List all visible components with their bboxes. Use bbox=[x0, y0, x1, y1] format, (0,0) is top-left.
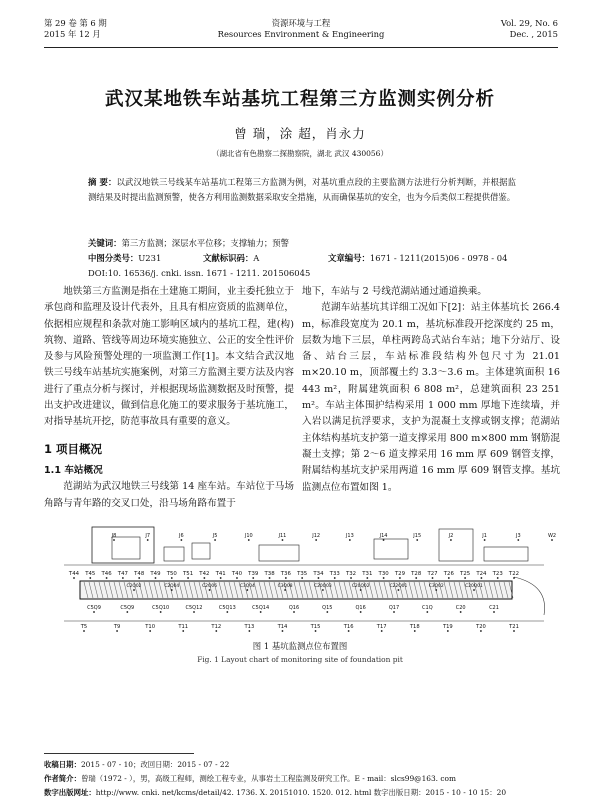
doc-label: 文献标识码： bbox=[203, 253, 254, 263]
building-label: J10 bbox=[244, 533, 253, 539]
bottom-t-label: T14 bbox=[277, 624, 288, 630]
building-label: J2 bbox=[448, 533, 454, 539]
bottom-t-label-marker bbox=[182, 630, 184, 632]
top-point-label: T49 bbox=[150, 571, 161, 577]
header-journal-en: Resources Environment & Engineering bbox=[217, 29, 385, 39]
doi-row bbox=[88, 266, 516, 281]
bottom-point-label-marker bbox=[126, 611, 128, 613]
conditions-paragraph: 范湖车站基坑其详细工况如下[2]：站主体基坑长 266.4 m，标准段宽度为 20.1 m，基坑标准段开挖深度约 25 m，层数为地下三层，单柱两跨岛式站台车站；地下分站厅、设备、站台三层，车站标准段结构外包尺寸为 21.01 m×20.10 m，顶部覆土约 3.3～3.6 m。主体建筑面积 16 443 m²，附属建筑面积 6 808 m²，总建筑面积 23 251 m²。车站主体围护结构采用 1 000 mm 厚地下连续墙，并入岩以满足抗浮要求，支护为混凝土支撑或钢支撑；范湖站主体结构基坑支护第一道支撑采用 800 m×800 mm 钢筋混凝土支撑；第 2～6 道支撑采用 16 mm 厚 609 钢管支撑，附属结构基坑支护采用两道 16 mm 厚 609 钢管支撑。基坑监测点位布置如图 1。 bbox=[302, 302, 560, 493]
top-point-label: T30 bbox=[378, 571, 389, 577]
top-point-label: T22 bbox=[508, 571, 520, 577]
header-journal bbox=[44, 18, 558, 40]
bottom-point-label-marker bbox=[160, 611, 162, 613]
author-bio-label: 作者简介： bbox=[44, 774, 81, 783]
bottom-t-label-marker bbox=[447, 630, 449, 632]
publication-value: http://www. cnki. net/kcms/detail/42. 1736. X. 20151010. 1520. 012. html 数字出版日期：2015 - 10 - 10 15：20 bbox=[95, 788, 507, 797]
building-label: J12 bbox=[312, 533, 321, 539]
bottom-t-label: T16 bbox=[343, 624, 354, 630]
top-point-label-marker bbox=[464, 577, 466, 579]
bottom-t-label-marker bbox=[248, 630, 250, 632]
top-point-label-marker bbox=[497, 577, 499, 579]
building-label-marker bbox=[551, 539, 553, 541]
bottom-t-label: T20 bbox=[476, 624, 486, 630]
bottom-point-label-marker bbox=[93, 611, 95, 613]
bottom-t-label: T18 bbox=[409, 624, 420, 630]
top-point-label: T41 bbox=[215, 571, 226, 577]
paper-title: 武汉某地铁车站基坑工程第三方监测实例分析 bbox=[104, 89, 495, 110]
mid-point-label: C2Q02 bbox=[126, 584, 142, 589]
top-point-label-marker bbox=[334, 577, 336, 579]
top-point-label: T24 bbox=[476, 571, 487, 577]
bottom-t-label-marker bbox=[480, 630, 482, 632]
top-point-label: T35 bbox=[297, 571, 308, 577]
top-point-label: T38 bbox=[264, 571, 275, 577]
mid-point-label-marker bbox=[398, 589, 400, 591]
header-vol-en bbox=[501, 18, 558, 40]
mid-point-label-marker bbox=[360, 589, 362, 591]
keywords-text: 第三方监测；深层水平位移；支撑轴力；预警 bbox=[121, 238, 289, 248]
header-date-cn: 2015 年 12 月 bbox=[44, 29, 101, 39]
top-point-label: T29 bbox=[394, 571, 406, 577]
received-row bbox=[44, 758, 560, 772]
building-label-marker bbox=[214, 539, 216, 541]
top-point-label-marker bbox=[106, 577, 108, 579]
building-label-marker bbox=[282, 539, 284, 541]
clc-label: 中图分类号： bbox=[88, 253, 139, 263]
bottom-point-label-marker bbox=[493, 611, 495, 613]
mid-point-label: C20Q02 bbox=[351, 584, 370, 589]
header-volume-issue: 第 29 卷 第 6 期 bbox=[44, 18, 107, 28]
top-point-label: T46 bbox=[101, 571, 112, 577]
top-point-label-marker bbox=[138, 577, 140, 579]
building-label-marker bbox=[248, 539, 250, 541]
building-label-marker bbox=[517, 539, 519, 541]
mid-point-label: C3Q02 bbox=[428, 584, 444, 589]
bottom-t-label: T10 bbox=[145, 624, 156, 630]
bottom-t-label-marker bbox=[414, 630, 416, 632]
bottom-point-label-marker bbox=[360, 611, 362, 613]
bottom-t-label: T5 bbox=[80, 624, 88, 630]
building-label-marker bbox=[416, 539, 418, 541]
mid-point-label: C2Q06 bbox=[202, 584, 218, 589]
top-point-label-marker bbox=[318, 577, 320, 579]
received-value: 2015 - 07 - 10；改回日期：2015 - 07 - 22 bbox=[80, 760, 230, 769]
top-point-label-marker bbox=[366, 577, 368, 579]
top-point-label: T27 bbox=[427, 571, 438, 577]
building-label-marker bbox=[113, 539, 115, 541]
bottom-t-label-marker bbox=[149, 630, 151, 632]
bottom-point-label: C5Q9 bbox=[87, 605, 101, 611]
mid-point-label: C3Q04 bbox=[239, 584, 255, 589]
doi-value: DOI:10. 16536/j. cnki. issn. 1671 - 1211. 201506045 bbox=[88, 268, 311, 278]
top-point-label-marker bbox=[220, 577, 222, 579]
building-label-marker bbox=[147, 539, 149, 541]
building-label: J11 bbox=[278, 533, 287, 539]
mid-point-label-marker bbox=[435, 589, 437, 591]
bottom-t-label: T17 bbox=[376, 624, 387, 630]
bottom-t-label-marker bbox=[215, 630, 217, 632]
mid-point-label: C3Q08 bbox=[277, 584, 293, 589]
building-label: J1 bbox=[482, 533, 487, 539]
top-point-label: T31 bbox=[362, 571, 373, 577]
top-point-label-marker bbox=[415, 577, 417, 579]
mid-point-label: C22Q01 bbox=[389, 584, 408, 589]
bottom-point-label: Q16 bbox=[288, 605, 300, 611]
header-rule bbox=[44, 47, 558, 48]
bottom-t-label: T15 bbox=[310, 624, 321, 630]
abstract-label: 摘 要： bbox=[88, 177, 117, 187]
top-point-label-marker bbox=[155, 577, 157, 579]
building-label: W2 bbox=[547, 533, 557, 539]
right-column bbox=[302, 284, 560, 496]
top-point-label: T39 bbox=[248, 571, 259, 577]
building-label-marker bbox=[180, 539, 182, 541]
article-label: 文章编号： bbox=[328, 253, 370, 263]
mid-point-label-marker bbox=[246, 589, 248, 591]
top-point-label-marker bbox=[285, 577, 287, 579]
bottom-point-label-marker bbox=[326, 611, 328, 613]
keywords-label: 关键词： bbox=[88, 238, 122, 248]
top-point-label: T42 bbox=[199, 571, 210, 577]
footnote bbox=[44, 758, 560, 800]
top-point-label: T45 bbox=[85, 571, 96, 577]
received-label: 收稿日期： bbox=[44, 760, 81, 769]
header-journal-cn: 资源环境与工程 bbox=[271, 18, 331, 28]
top-point-label-marker bbox=[252, 577, 254, 579]
bottom-point-label: C5Q9 bbox=[120, 605, 135, 611]
section-1-1-heading: 1.1 车站概况 bbox=[44, 464, 103, 476]
footnote-rule bbox=[44, 753, 194, 754]
continuation-paragraph: 地下，车站与 2 号线范湖站通过通道换乘。 bbox=[302, 286, 487, 297]
bottom-t-label-marker bbox=[282, 630, 284, 632]
bottom-t-label-marker bbox=[348, 630, 350, 632]
bottom-point-label: Q17 bbox=[388, 605, 400, 611]
bottom-point-label-marker bbox=[393, 611, 395, 613]
figure-caption-en: Fig. 1 Layout chart of monitoring site of foundation pit bbox=[197, 655, 403, 664]
abstract bbox=[88, 175, 516, 205]
top-point-label-marker bbox=[383, 577, 385, 579]
bottom-point-label: C1Q bbox=[422, 605, 433, 611]
top-point-label: T36 bbox=[280, 571, 291, 577]
bottom-t-label-marker bbox=[513, 630, 515, 632]
figure-caption: 图 1 基坑监测点位布置图 bbox=[252, 641, 348, 651]
mid-point-label: C20Q03 bbox=[314, 584, 332, 589]
top-point-label: T28 bbox=[411, 571, 422, 577]
bottom-point-label: C5Q14 bbox=[252, 605, 270, 611]
mid-point-label-marker bbox=[322, 589, 324, 591]
bottom-t-label-marker bbox=[83, 630, 85, 632]
intro-paragraph: 地铁第三方监测是指在土建施工期间，业主委托独立于承包商和监理及设计代表外，且具有相应资质的监测单位，依据相应规程和条款对施工影响区域内的基坑工程，建(构)筑物、道路、管线等周边环境实施独立、公正的安全性评价及参与风险预警处理的一项监测工作[1]。本文结合武汉地铁三号线车站基坑实施案例，对第三方监测主要方法及内容进行了重点分析与探讨，并根据现场监测数据及时预警，提出支护改进建议，做到信息化施工的要求服务于基坑施工，对指导基坑开挖，防范事故具有重要的意义。 bbox=[44, 286, 294, 428]
building-label-marker bbox=[383, 539, 385, 541]
building-label: J15 bbox=[413, 533, 422, 539]
building-label: J6 bbox=[179, 533, 184, 539]
building-outline bbox=[374, 539, 408, 559]
top-point-label: T40 bbox=[231, 571, 243, 577]
building-outline bbox=[164, 547, 184, 561]
mid-point-label-marker bbox=[473, 589, 475, 591]
top-point-label-marker bbox=[122, 577, 124, 579]
paper-affiliation: （湖北省有色勘察二探勘察院，湖北 武汉 430056） bbox=[212, 149, 388, 158]
bottom-point-label-marker bbox=[460, 611, 462, 613]
top-point-label: T48 bbox=[134, 571, 145, 577]
publication-label: 数字出版网址： bbox=[44, 788, 96, 797]
bottom-point-label-marker bbox=[226, 611, 228, 613]
section-1-heading: 1 项目概况 bbox=[44, 441, 103, 456]
top-point-label-marker bbox=[203, 577, 205, 579]
bottom-t-label: T9 bbox=[113, 624, 121, 630]
bottom-point-label-marker bbox=[293, 611, 295, 613]
doc-value: A bbox=[253, 253, 260, 263]
paper-authors: 曾 瑞，涂 超，肖永力 bbox=[234, 126, 366, 141]
mid-point-label-marker bbox=[133, 589, 135, 591]
top-point-label: T26 bbox=[443, 571, 454, 577]
top-point-label: T23 bbox=[492, 571, 503, 577]
bottom-t-label-marker bbox=[381, 630, 383, 632]
bottom-t-label-marker bbox=[315, 630, 317, 632]
building-label-marker bbox=[450, 539, 452, 541]
building-outline bbox=[192, 543, 210, 559]
publication-row bbox=[44, 786, 560, 800]
building-outline bbox=[259, 545, 299, 561]
building-label: J7 bbox=[145, 533, 151, 539]
top-point-label: T33 bbox=[329, 571, 340, 577]
building-label: J8 bbox=[111, 533, 117, 539]
top-point-label: T50 bbox=[166, 571, 177, 577]
header-vol-no: Vol. 29, No. 6 bbox=[500, 18, 558, 28]
building-label: J14 bbox=[379, 533, 388, 539]
header-date-en: Dec. , 2015 bbox=[509, 29, 558, 39]
top-point-label-marker bbox=[171, 577, 173, 579]
building-label-marker bbox=[349, 539, 351, 541]
bottom-point-label: C5Q12 bbox=[185, 605, 203, 611]
top-point-label-marker bbox=[236, 577, 238, 579]
keywords-row bbox=[88, 236, 516, 251]
building-label: J3 bbox=[515, 533, 521, 539]
article-value: 1671 - 1211(2015)06 - 0978 - 04 bbox=[369, 253, 508, 263]
mid-point-label: C2Q04 bbox=[164, 584, 180, 589]
classification-row bbox=[88, 251, 516, 266]
clc-value: U231 bbox=[138, 253, 162, 263]
top-point-label: T34 bbox=[313, 571, 324, 577]
author-bio-row bbox=[44, 772, 560, 786]
top-point-label-marker bbox=[89, 577, 91, 579]
bottom-point-label: C21 bbox=[489, 605, 499, 611]
bottom-t-label: T19 bbox=[442, 624, 453, 630]
top-point-label-marker bbox=[481, 577, 483, 579]
bottom-t-label: T21 bbox=[509, 624, 519, 630]
building-outline bbox=[484, 547, 528, 561]
building-label-marker bbox=[484, 539, 486, 541]
top-point-label: T51 bbox=[182, 571, 194, 577]
bottom-point-label: C5Q13 bbox=[218, 605, 236, 611]
monitoring-layout-drawing bbox=[44, 525, 562, 635]
bottom-point-label-marker bbox=[193, 611, 195, 613]
top-point-label-marker bbox=[432, 577, 434, 579]
building-label: J13 bbox=[345, 533, 354, 539]
top-point-label: T25 bbox=[460, 571, 471, 577]
building-label: J5 bbox=[212, 533, 218, 539]
mid-point-label-marker bbox=[209, 589, 211, 591]
bottom-point-label: C5Q10 bbox=[152, 605, 170, 611]
top-point-label-marker bbox=[73, 577, 75, 579]
top-point-label-marker bbox=[513, 577, 515, 579]
bottom-t-label: T11 bbox=[178, 624, 189, 630]
author-bio-value: 曾瑞（1972 - ），男，高级工程师，测绘工程专业，从事岩土工程监测及研究工作。E - mail：slcs99@163. com bbox=[80, 774, 456, 783]
top-point-label-marker bbox=[350, 577, 352, 579]
building-outline bbox=[112, 537, 140, 559]
top-point-label-marker bbox=[399, 577, 401, 579]
bottom-point-label-marker bbox=[426, 611, 428, 613]
building-label-marker bbox=[315, 539, 317, 541]
bottom-point-label: Q16 bbox=[355, 605, 366, 611]
top-point-label-marker bbox=[269, 577, 271, 579]
left-column bbox=[44, 284, 294, 512]
station-paragraph: 范湖站为武汉地铁三号线第 14 座车站。车站位于马场角路与青年路的交叉口处，沿马场角路布置于 bbox=[44, 481, 294, 509]
mid-point-label-marker bbox=[171, 589, 173, 591]
top-point-label-marker bbox=[187, 577, 189, 579]
bottom-point-label-marker bbox=[260, 611, 262, 613]
bottom-t-label: T12 bbox=[211, 624, 222, 630]
building-outline bbox=[439, 529, 473, 561]
bottom-point-label: Q15 bbox=[322, 605, 333, 611]
top-point-label: T44 bbox=[68, 571, 80, 577]
article-meta bbox=[88, 236, 516, 281]
top-point-label: T47 bbox=[117, 571, 128, 577]
access-curve bbox=[514, 577, 545, 615]
mid-point-label-marker bbox=[284, 589, 286, 591]
running-header bbox=[44, 12, 558, 46]
top-point-label-marker bbox=[301, 577, 303, 579]
top-point-label-marker bbox=[448, 577, 450, 579]
mid-point-label: C20Q01 bbox=[465, 584, 483, 589]
abstract-text: 以武汉地铁三号线某车站基坑工程第三方监测为例，对基坑重点段的主要监测方法进行分析判断，并根据监测结果及时提出监测预警，使各方利用监测数据采取安全措施，从而确保基坑的安全，也为今后类似工程提供借鉴。 bbox=[88, 177, 516, 202]
figure-1 bbox=[44, 525, 562, 635]
bottom-point-label: C20 bbox=[455, 605, 466, 611]
bottom-t-label: T13 bbox=[244, 624, 255, 630]
top-point-label: T32 bbox=[345, 571, 357, 577]
bottom-t-label-marker bbox=[116, 630, 118, 632]
